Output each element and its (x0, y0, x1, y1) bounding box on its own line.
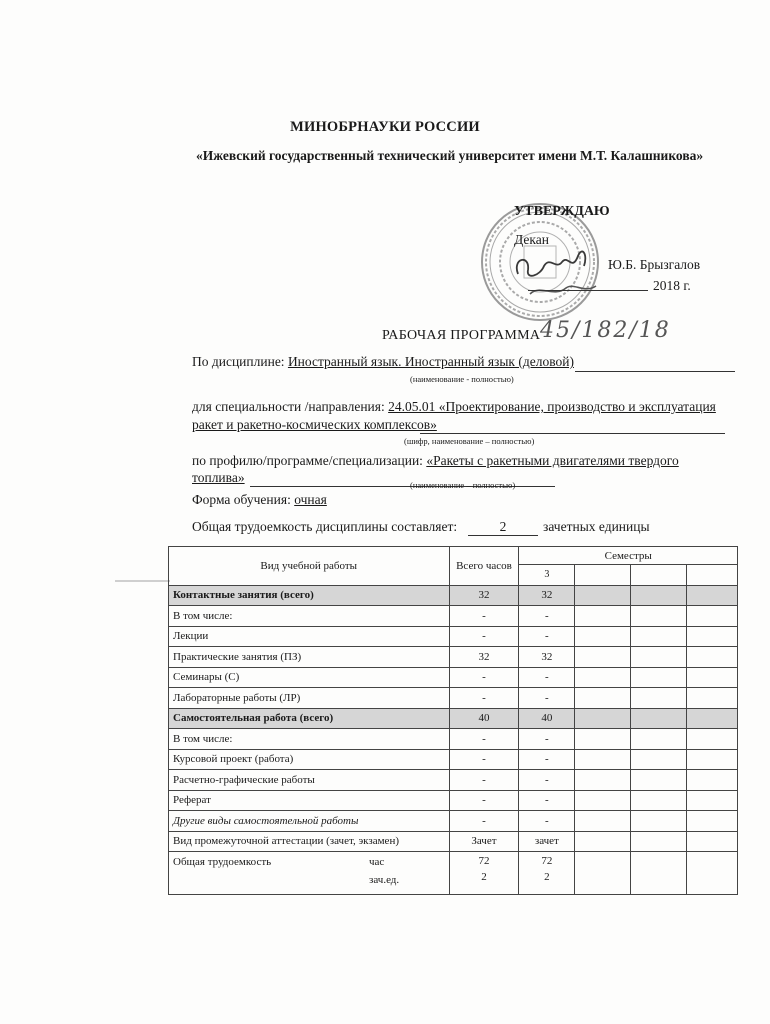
table-row (169, 626, 738, 647)
row-label: Практические занятия (ПЗ) (169, 647, 450, 668)
table-row (169, 708, 738, 729)
row-label: Расчетно-графические работы (169, 770, 450, 791)
empty-cell (631, 647, 687, 668)
sem-credits: 2 (544, 871, 550, 883)
empty-cell (575, 749, 631, 770)
specialty-value-1: 24.05.01 «Проектирование, производство и эксплуатация (388, 399, 716, 414)
table-row (169, 667, 738, 688)
row-total: - (449, 749, 519, 770)
empty-cell (687, 667, 738, 688)
unit-credits: зач.ед. (369, 874, 400, 886)
empty-cell (631, 626, 687, 647)
row-semester: зачет (519, 831, 575, 852)
row-semester: - (519, 729, 575, 750)
empty-cell (575, 585, 631, 606)
profile-value-2: топлива» (192, 470, 245, 485)
table-row (169, 770, 738, 791)
empty-cell (687, 770, 738, 791)
empty-cell (575, 647, 631, 668)
row-label: Контактные занятия (всего) (169, 585, 450, 606)
program-title: РАБОЧАЯ ПРОГРАММА (382, 328, 541, 343)
empty-cell (631, 585, 687, 606)
row-total: - (449, 790, 519, 811)
row-label: Другие виды самостоятельной работы (169, 811, 450, 832)
table-row-total (169, 852, 738, 895)
row-total: - (449, 667, 519, 688)
row-semester: 32 (519, 647, 575, 668)
approval-year: 2018 г. (653, 278, 691, 293)
empty-cell (575, 811, 631, 832)
signature-icon (510, 236, 605, 306)
row-label: Самостоятельная работа (всего) (169, 708, 450, 729)
table-row (169, 729, 738, 750)
header-semester-3: 3 (519, 565, 575, 586)
total-row-label: Общая трудоемкость (173, 856, 272, 868)
table-row (169, 831, 738, 852)
empty-cell (687, 585, 738, 606)
empty-cell (687, 749, 738, 770)
empty-cell (575, 770, 631, 791)
form-label: Форма обучения: (192, 492, 291, 507)
specialty-hint: (шифр, наименование – полностью) (404, 436, 535, 446)
empty-cell (687, 606, 738, 627)
row-label: Курсовой проект (работа) (169, 749, 450, 770)
row-semester: 32 (519, 585, 575, 606)
table-row (169, 606, 738, 627)
empty-cell (687, 647, 738, 668)
header-total: Всего часов (449, 547, 519, 586)
empty-cell (631, 811, 687, 832)
table-row (169, 688, 738, 709)
row-total: 32 (449, 647, 519, 668)
total-credits-value: 2 (468, 519, 538, 536)
empty-cell (687, 831, 738, 852)
empty-cell (575, 708, 631, 729)
table-row (169, 647, 738, 668)
row-total: 40 (449, 708, 519, 729)
row-total: - (449, 811, 519, 832)
sem-hours: 72 (541, 855, 553, 867)
header-type: Вид учебной работы (169, 547, 450, 586)
total-label: Общая трудоемкость дисциплины составляет: (192, 519, 458, 534)
empty-cell (575, 626, 631, 647)
empty-cell (631, 831, 687, 852)
university-name: «Ижевский государственный технический университет имени М.Т. Калашникова» (196, 148, 704, 163)
row-label: В том числе: (169, 606, 450, 627)
row-semester: - (519, 626, 575, 647)
table-row (169, 790, 738, 811)
empty-cell (631, 729, 687, 750)
empty-cell (575, 729, 631, 750)
empty-cell (575, 831, 631, 852)
ministry-title: МИНОБРНАУКИ РОССИИ (290, 119, 480, 135)
table-row (169, 811, 738, 832)
table-header-row (169, 547, 738, 565)
form-value: очная (294, 492, 327, 507)
row-semester: - (519, 667, 575, 688)
row-semester: - (519, 688, 575, 709)
row-label: Семинары (С) (169, 667, 450, 688)
empty-cell (687, 811, 738, 832)
row-label: В том числе: (169, 729, 450, 750)
total-hours: 72 (478, 855, 490, 867)
empty-cell (575, 688, 631, 709)
unit-hours: час (369, 856, 385, 868)
profile-label: по профилю/программе/специализации: (192, 453, 423, 468)
row-label: Лекции (169, 626, 450, 647)
hours-table (168, 546, 738, 895)
discipline-label: По дисциплине: (192, 354, 285, 369)
row-total: Зачет (449, 831, 519, 852)
empty-cell (687, 708, 738, 729)
empty-cell (687, 626, 738, 647)
discipline-hint: (наименование - полностью) (410, 374, 514, 384)
specialty-value-2: ракет и ракетно-космических комплексов» (192, 417, 437, 432)
table-row (169, 749, 738, 770)
row-semester: - (519, 770, 575, 791)
total-credits: 2 (481, 871, 487, 883)
empty-cell (575, 790, 631, 811)
profile-value-1: «Ракеты с ракетными двигателями твердого (426, 453, 679, 468)
row-total: - (449, 688, 519, 709)
empty-cell (631, 770, 687, 791)
empty-cell (631, 749, 687, 770)
header-semesters: Семестры (519, 547, 738, 565)
discipline-value: Иностранный язык. Иностранный язык (деловой) (287, 354, 574, 369)
row-semester: - (519, 749, 575, 770)
empty-cell (631, 790, 687, 811)
specialty-label: для специальности /направления: (192, 399, 385, 414)
row-semester: - (519, 606, 575, 627)
empty-cell (575, 667, 631, 688)
row-label: Лабораторные работы (ЛР) (169, 688, 450, 709)
dean-position: Декан (514, 232, 549, 247)
row-semester: 40 (519, 708, 575, 729)
empty-cell (631, 606, 687, 627)
empty-cell (631, 667, 687, 688)
date-underline (528, 290, 648, 291)
approve-label: УТВЕРЖДАЮ (514, 204, 610, 219)
total-unit: зачетных единицы (543, 519, 650, 534)
profile-hint: (наименование – полностью) (410, 480, 516, 490)
program-number-handwritten: 45/182/18 (540, 318, 671, 343)
empty-cell (631, 708, 687, 729)
empty-cell (631, 688, 687, 709)
row-total: 32 (449, 585, 519, 606)
row-label: Вид промежуточной аттестации (зачет, экзамен) (169, 831, 450, 852)
empty-cell (575, 606, 631, 627)
row-semester: - (519, 811, 575, 832)
empty-cell (687, 790, 738, 811)
row-label: Реферат (169, 790, 450, 811)
row-total: - (449, 626, 519, 647)
row-total: - (449, 606, 519, 627)
row-total: - (449, 770, 519, 791)
scan-artifact-line (115, 580, 170, 582)
empty-cell (687, 729, 738, 750)
row-semester: - (519, 790, 575, 811)
row-total: - (449, 729, 519, 750)
table-row (169, 585, 738, 606)
dean-name: Ю.Б. Брызгалов (608, 257, 701, 272)
empty-cell (687, 688, 738, 709)
